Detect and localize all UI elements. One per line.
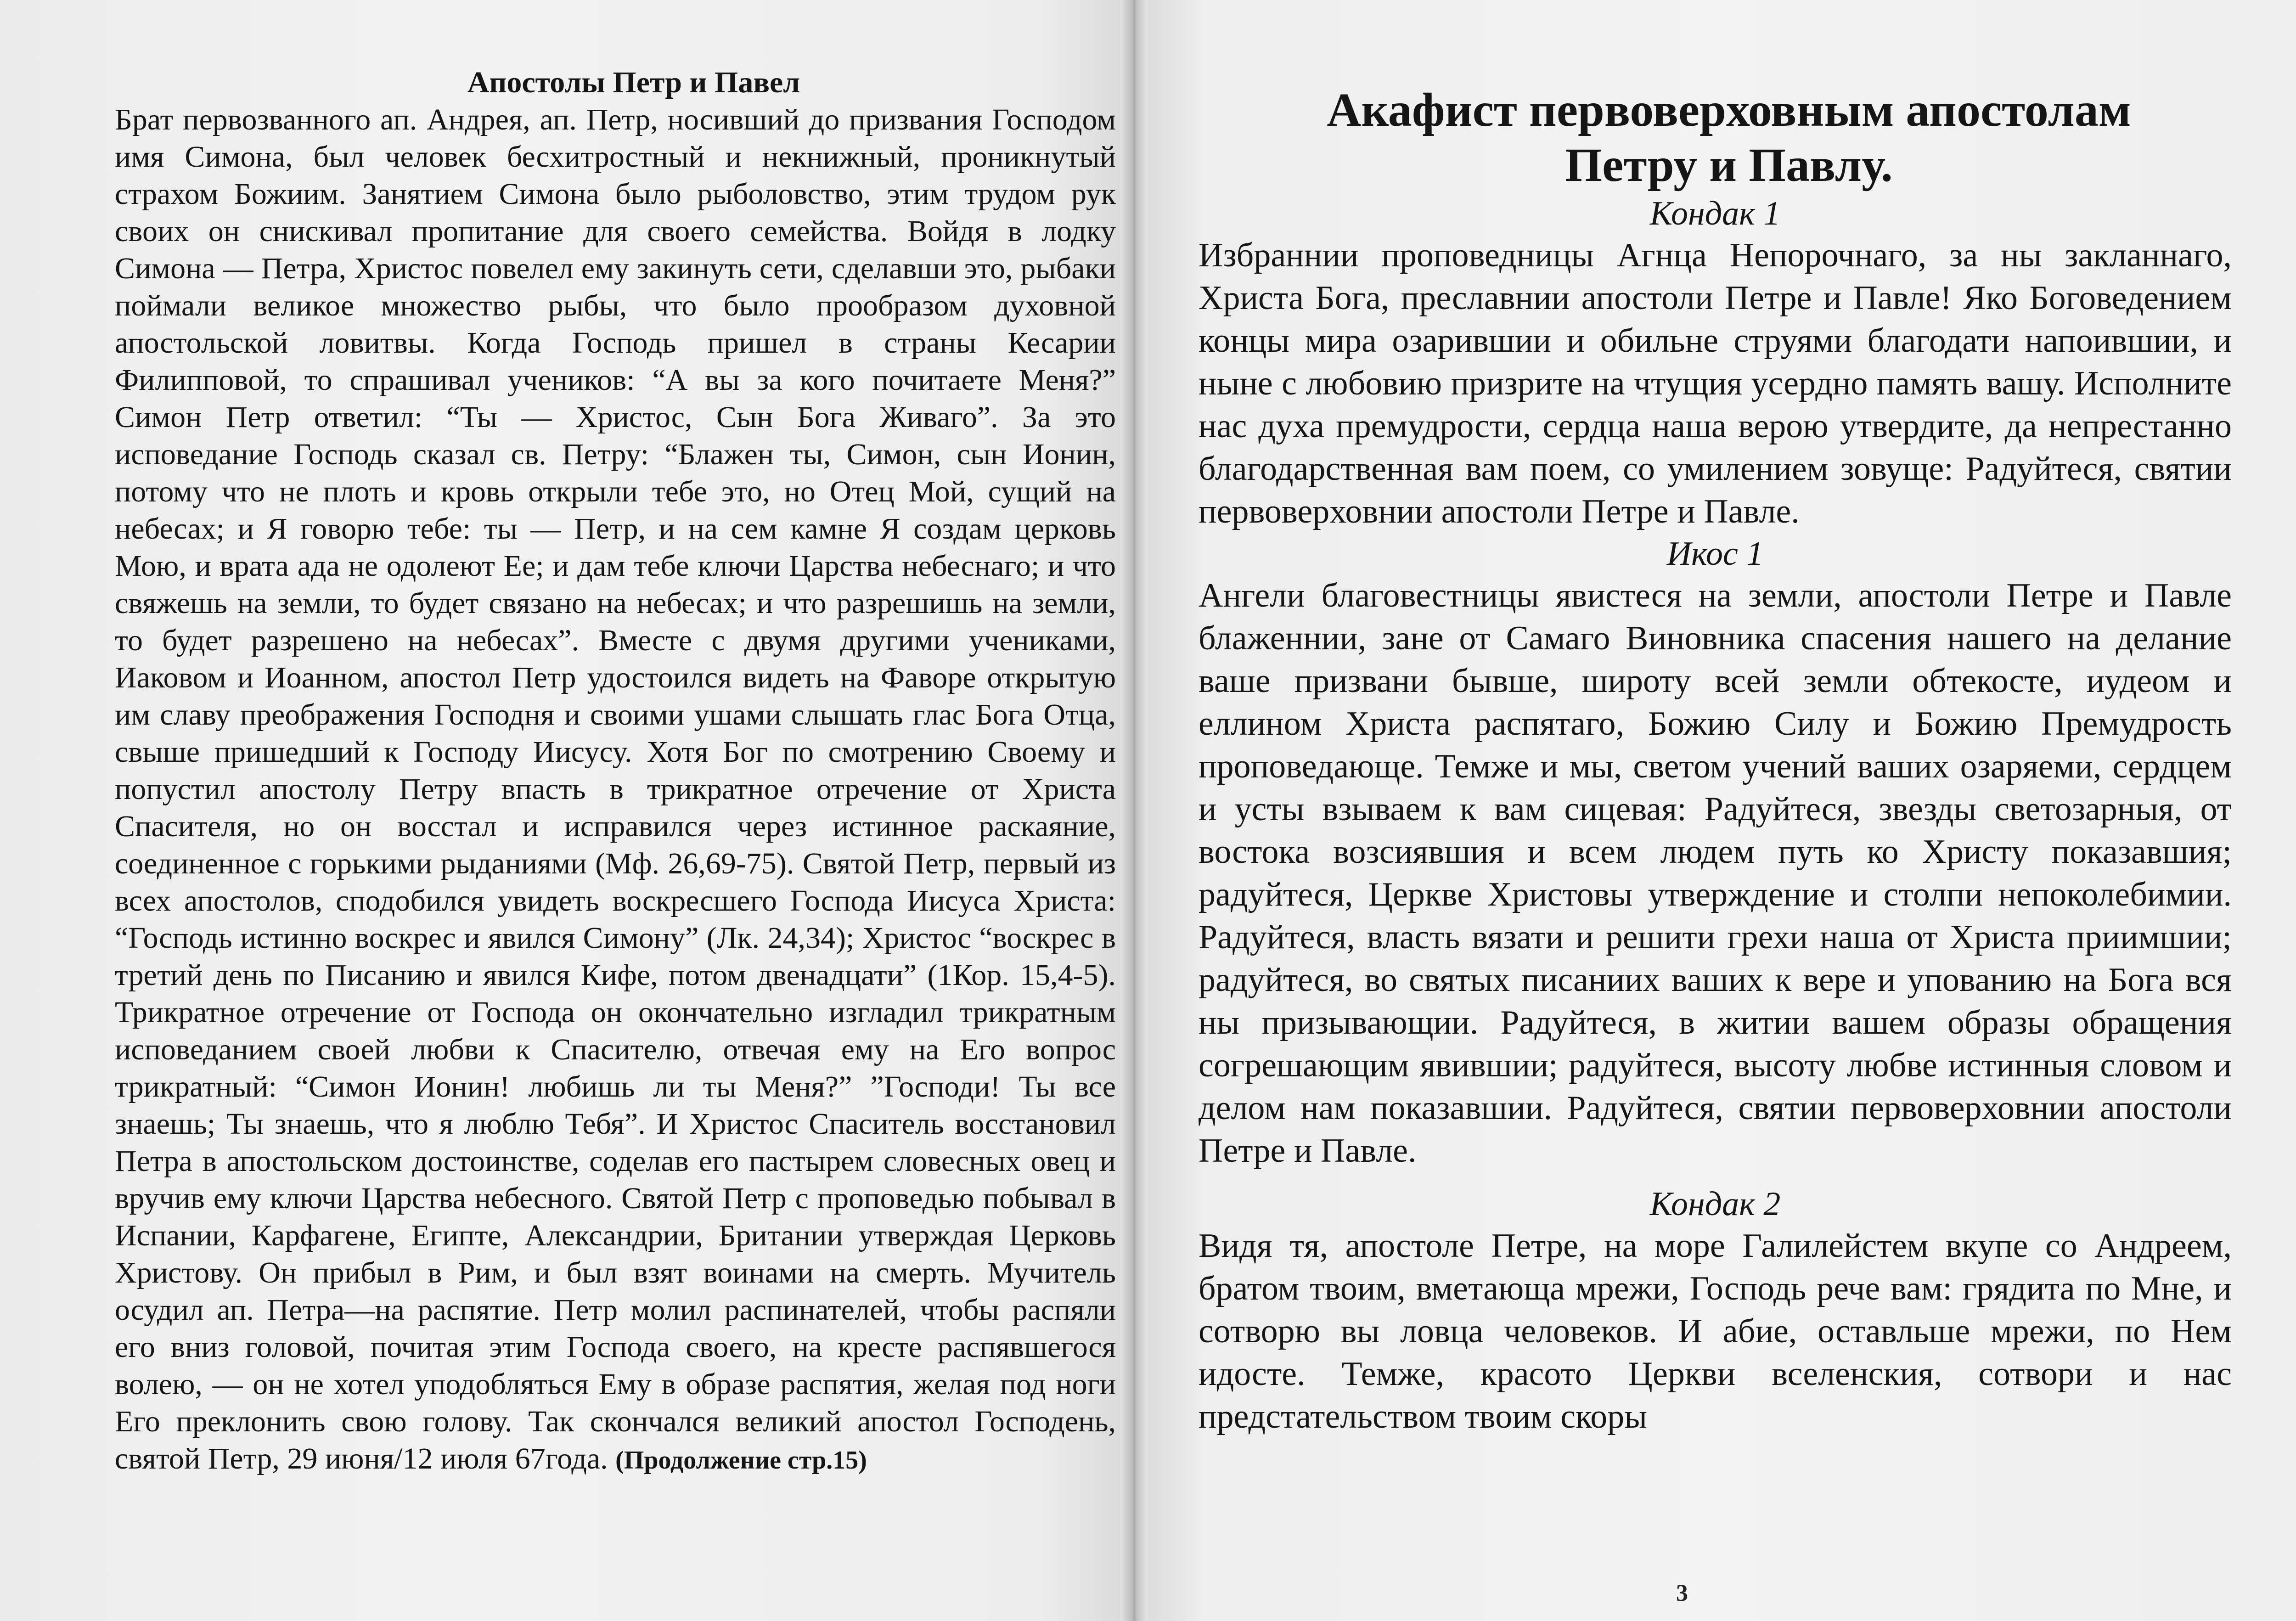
- left-column: [115, 64, 1116, 1479]
- kontakion-2-heading: Кондак 2: [1649, 1185, 1781, 1223]
- kontakion-1-text: Избраннии проповедницы Агнца Непорочнаго, за ны закланнаго, Христа Бога, преславнии апостоли Петре и Павле! Яко Боговедением концы мира озарившии и обильне струями благодати напоившии, и ныне с любовию призрите на чтущия усердно память вашу. Исполните нас духа премудрости, сердца наша верою утвердите, да непрестанно благодарственная вам поем, со умилением зовуще: Радуйтеся, святии первоверховнии апостоли Петре и Павле.: [1199, 236, 2232, 530]
- left-page: [0, 0, 1130, 1621]
- ikos-1-heading: Икос 1: [1666, 535, 1764, 573]
- ikos-1-text: Ангели благовестницы явистеся на земли, апостоли Петре и Павле блаженнии, зане от Самаго Виновника спасения нашего на делание ваше призвани бывше, широту всей земли обтекосте, иудеом и еллином Христа распятаго, Божию Силу и Божию Премудрость проповедающе. Темже и мы, светом учений ваших озаряеми, сердцем и усты взываем к вам сицевая: Радуйтеся, звезды светозарныя, от востока возсиявшия и всем людем путь ко Христу показавшия; радуйтеся, Церкве Христовы утверждение и столпи непоколебимии. Радуйтеся, власть вязати и решити грехи наша от Христа приимшии; радуйтеся, во святых писаниих ваших к вере и упованию на Бога вся ны призывающии. Радуйтеся, в житии вашем образы обращения согрешающим явившии; радуйтеся, высоту любве истинныя словом и делом нам показавшии. Радуйтеся, святии первоверховнии апостоли Петре и Павле.: [1199, 577, 2232, 1170]
- book-gutter: [1120, 0, 1148, 1621]
- akathist-title-line2: Петру и Павлу.: [1565, 139, 1893, 191]
- continuation-note: (Продолжение стр.15): [615, 1446, 867, 1475]
- article-title: Апостолы Петр и Павел: [467, 66, 800, 99]
- article-body: [115, 101, 1116, 1479]
- akathist-title: [1226, 83, 2232, 193]
- right-column: [1199, 83, 2232, 1438]
- article-body-text: Брат первозванного ап. Андрея, ап. Петр, носивший до призвания Господом имя Симона, был человек бесхитростный и некнижный, проникнутый страхом Божиим. Занятием Симона было рыболовство, этим трудом рук своих он снискивал пропитание для своего семейства. Войдя в лодку Симона — Петра, Христос повелел ему закинуть сети, сделавши это, рыбаки поймали великое множество рыбы, что было прообразом духовной апостольской ловитвы. Когда Господь пришел в страны Кесарии Филипповой, то спрашивал учеников: “А вы за кого почитаете Меня?” Симон Петр ответил: “Ты — Христос, Сын Бога Живаго”. За это исповедание Господь сказал св. Петру: “Блажен ты, Симон, сын Ионин, потому что не плоть и кровь открыли тебе это, но Отец Мой, сущий на небесах; и Я говорю тебе: ты — Петр, и на сем камне Я создам церковь Мою, и врата ада не одолеют Ее; и дам тебе ключи Царства небеснаго; и что свяжешь на земли, то будет связано на небесах; и что разрешишь на земли, то будет разрешено на небесах”. Вместе с двумя другими учениками, Иаковом и Иоанном, апостол Петр удостоился видеть на Фаворе открытую им славу преображения Господня и своими ушами слышать глас Бога Отца, свыше пришедший к Господу Иисусу. Хотя Бог по смотрению Своему и попустил апостолу Петру впасть в трикратное отречение от Христа Спасителя, но он восстал и исправился через истинное раскаяние, соединенное с горькими рыданиями (Мф. 26,69-75). Святой Петр, первый из всех апостолов, сподобился увидеть воскресшего Господа Иисуса Христа: “Господь истинно воскрес и явился Симону” (Лк. 24,34); Христос “воскрес в третий день по Писанию и явился Кифе, потом двенадцати” (1Кор. 15,4-5). Трикратное отречение от Господа он окончательно изгладил трикратным исповеданием своей любви к Спасителю, отвечая ему на Его вопрос трикратный: “Симон Ионин! любишь ли ты Меня?” ”Господи! Ты все знаешь; Ты знаешь, что я люблю Тебя”. И Христос Спаситель восстановил Петра в апостольском достоинстве, соделав его пастырем словесных овец и вручив ему ключи Царства небесного. Святой Петр с проповедью побывал в Испании, Карфагене, Египте, Александрии, Британии утверждая Церковь Христову. Он прибыл в Рим, и был взят воинами на смерть. Мучитель осудил ап. Петра—на распятие. Петр молил распинателей, чтобы распяли его вниз головой, почитая этим Господа своего, на кресте распявшегося волею, — он не хотел уподобляться Ему в образе распятия, желая под ноги Его преклонить свою голову. Так скончался великий апостол Господень, святой Петр, 29 июня/12 июля 67года.: [115, 103, 1116, 1475]
- page-number: 3: [1676, 1580, 1688, 1606]
- kontakion-2-text: Видя тя, апостоле Петре, на море Галилейстем вкупе со Андреем, братом твоим, вметающа мрежи, Господь рече вам: грядита по Мне, и сотворю вы ловца человеков. И абие, оставльше мрежи, по Нем идосте. Темже, красото Церкви вселенския, сотвори и нас предстательством твоим скоры: [1199, 1227, 2232, 1435]
- right-page: [1134, 0, 2296, 1621]
- akathist-title-line1: Акафист первоверховным апостолам: [1327, 84, 2131, 136]
- kontakion-1-heading: Кондак 1: [1649, 195, 1781, 232]
